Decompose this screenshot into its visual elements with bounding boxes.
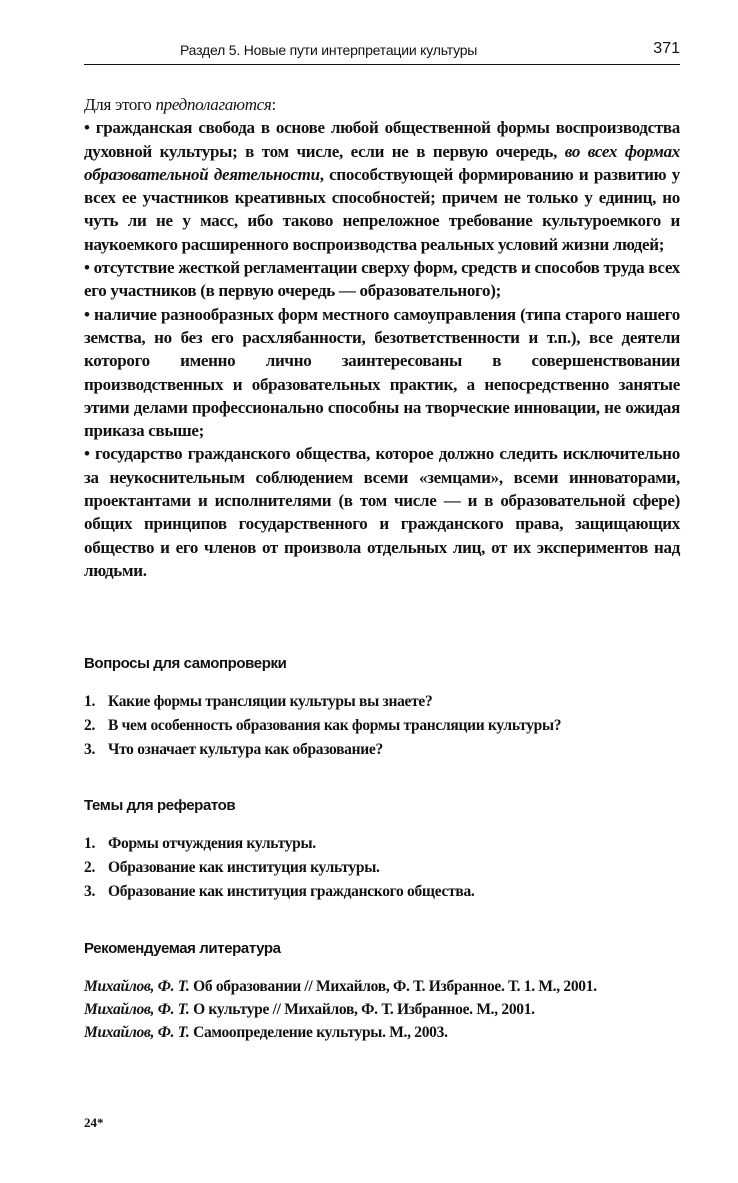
item-number: 2. bbox=[84, 859, 96, 876]
list-item bbox=[84, 738, 684, 762]
reference-author: Михайлов, Ф. Т. bbox=[84, 978, 190, 995]
topics-list bbox=[84, 832, 684, 904]
bullet1-text-a: • гражданская свобода в основе любой общественной формы воспроизводства духовной культуры; в том числе, если не в первую очередь, bbox=[84, 118, 680, 161]
bullet-paragraph-3: • наличие разнообразных форм местного самоуправления (типа старого нашего земства, но без его расхлябанности, безответственности и т.п.), все деятели которого именно лично заинтересованы в совершенствовании производственных и образовательных практик, а непосредственно занятые этими делами профессионально способны на творческие инновации, не ожидая приказа свыше; bbox=[84, 304, 680, 441]
item-text: Формы отчуждения культуры. bbox=[108, 835, 316, 852]
reference-item bbox=[84, 1021, 684, 1044]
bullet1-text-b: , способствующей формированию и развитию у всех ее участников креативных способностей; причем не только у единиц, но чуть ли не у масс, ибо таково непреложное требование культуроемкого и наукоемкого расширенного воспроизводства реальных условий жизни людей; bbox=[84, 164, 680, 254]
item-text: Какие формы трансляции культуры вы знаете? bbox=[108, 693, 433, 710]
lead-text: Для этого bbox=[84, 95, 156, 114]
main-text bbox=[84, 93, 680, 582]
running-header bbox=[84, 40, 680, 65]
literature-list bbox=[84, 975, 684, 1044]
reference-text: Об образовании // Михайлов, Ф. Т. Избранное. Т. 1. М., 2001. bbox=[189, 978, 597, 995]
reference-author: Михайлов, Ф. Т. bbox=[84, 1001, 190, 1018]
list-item bbox=[84, 856, 684, 880]
list-item bbox=[84, 690, 684, 714]
questions-list bbox=[84, 690, 684, 762]
literature-heading: Рекомендуемая литература bbox=[84, 940, 281, 957]
reference-item bbox=[84, 975, 684, 998]
list-item bbox=[84, 832, 684, 856]
item-text: Образование как институция гражданского общества. bbox=[108, 883, 475, 900]
reference-item bbox=[84, 998, 684, 1021]
item-number: 1. bbox=[84, 693, 96, 710]
list-item bbox=[84, 714, 684, 738]
lead-italic: предполагаются bbox=[155, 95, 272, 114]
item-number: 3. bbox=[84, 883, 96, 900]
bullet-paragraph-2: • отсутствие жесткой регламентации сверху форм, средств и способов труда всех его участников (в первую очередь — образовательного); bbox=[84, 258, 680, 301]
bullet-paragraph-1 bbox=[84, 116, 680, 256]
item-number: 3. bbox=[84, 741, 96, 758]
bullet-paragraph-4: • государство гражданского общества, которое должно следить исключительно за неукоснительным соблюдением всеми «земцами», всеми инноваторами, проектантами и исполнителями (в том числе — и в образовательной сфере) общих принципов государственного и гражданского права, защищающих общество и его членов от произвола отдельных лиц, от их экспериментов над людьми. bbox=[84, 444, 680, 580]
bullet1-italic: во всех формах образовательной деятельности bbox=[84, 141, 680, 184]
lead-paragraph bbox=[84, 93, 680, 116]
reference-text: Самоопределение культуры. М., 2003. bbox=[189, 1024, 448, 1041]
item-number: 2. bbox=[84, 717, 96, 734]
reference-author: Михайлов, Ф. Т. bbox=[84, 1024, 190, 1041]
lead-end: : bbox=[271, 95, 276, 114]
sheet-signature: 24* bbox=[84, 1115, 104, 1130]
item-number: 1. bbox=[84, 835, 96, 852]
page-number: 371 bbox=[653, 40, 680, 57]
questions-heading: Вопросы для самопроверки bbox=[84, 655, 287, 672]
item-text: Образование как институция культуры. bbox=[108, 859, 380, 876]
reference-text: О культуре // Михайлов, Ф. Т. Избранное. М., 2001. bbox=[189, 1001, 535, 1018]
running-title: Раздел 5. Новые пути интерпретации культуры bbox=[180, 42, 478, 58]
topics-heading: Темы для рефератов bbox=[84, 797, 236, 814]
item-text: В чем особенность образования как формы трансляции культуры? bbox=[108, 717, 562, 734]
item-text: Что означает культура как образование? bbox=[108, 741, 383, 758]
list-item bbox=[84, 880, 684, 904]
